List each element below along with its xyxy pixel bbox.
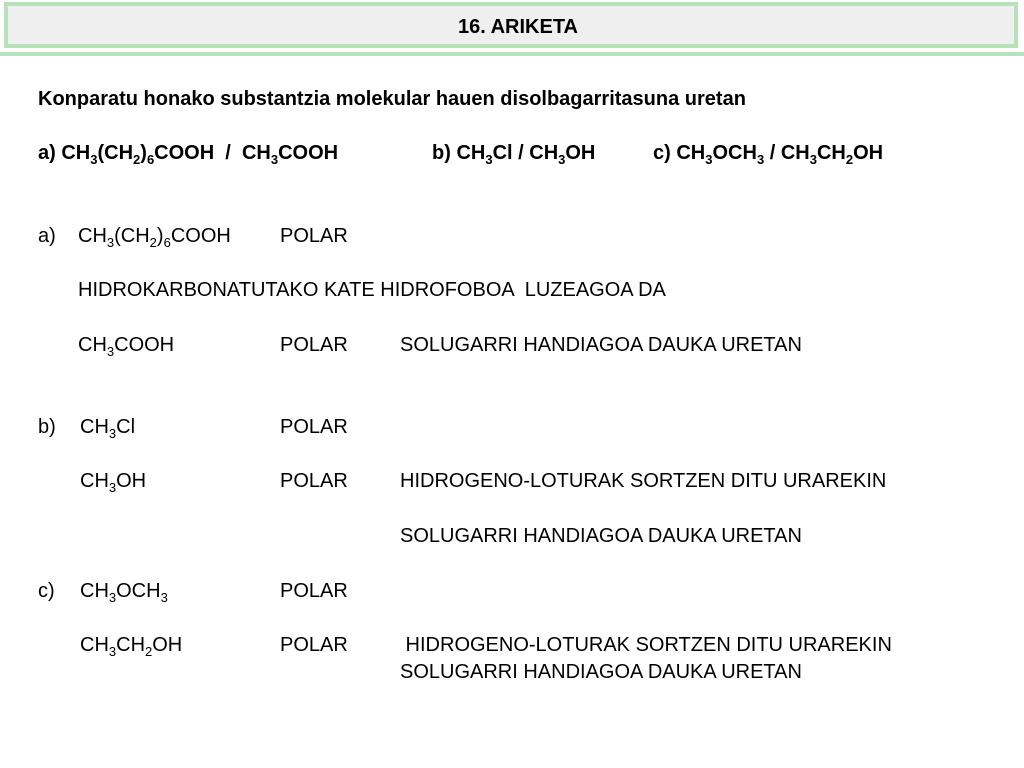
section-b-polarity-1: POLAR	[280, 416, 348, 438]
section-b-note-1: HIDROGENO-LOTURAK SORTZEN DITU URAREKIN	[400, 470, 887, 492]
section-a-polarity-1: POLAR	[280, 225, 348, 247]
section-a-polarity-2: POLAR	[280, 334, 348, 356]
divider	[0, 52, 1024, 56]
section-c-note-2: SOLUGARRI HANDIAGOA DAUKA URETAN	[400, 661, 802, 683]
pair-b-label: b)	[432, 142, 451, 164]
section-c-formula-2: $CH_3CH_2OH$	[80, 634, 183, 659]
section-c-note-1: HIDROGENO-LOTURAK SORTZEN DITU URAREKIN	[400, 634, 892, 656]
section-a-formula-1: $CH_3(CH_2)_6COOH$	[78, 225, 231, 250]
page-title: 16. ARIKETA	[457, 16, 579, 38]
pair-c-formula: $CH_3OCH_3 / CH_3CH_2OH$	[676, 142, 884, 167]
section-c-formula-1: $CH_3OCH_3$	[80, 580, 168, 605]
pair-c	[653, 141, 883, 165]
exercise-prompt: Konparatu honako substantzia molekular hauen disolbagarritasuna uretan	[38, 88, 746, 110]
section-b-formula-1: $CH_3Cl$	[80, 416, 136, 441]
pair-a-label: a)	[38, 142, 56, 164]
section-a-note-2: SOLUGARRI HANDIAGOA DAUKA URETAN	[400, 334, 802, 356]
section-b-label: b)	[38, 416, 56, 438]
pair-a	[38, 141, 338, 165]
title-bar	[4, 2, 1018, 48]
section-b-note-2: SOLUGARRI HANDIAGOA DAUKA URETAN	[400, 525, 802, 547]
section-c-label: c)	[38, 580, 55, 602]
section-a-note-1: HIDROKARBONATUTAKO KATE HIDROFOBOA LUZEAGOA DA	[78, 279, 666, 301]
pair-c-label: c)	[653, 142, 671, 164]
section-a-label: a)	[38, 225, 56, 247]
pair-b-formula: $CH_3Cl / CH_3OH$	[456, 142, 596, 167]
section-b-formula-2: $CH_3OH$	[80, 470, 147, 495]
section-c-polarity-1: POLAR	[280, 580, 348, 602]
section-c-polarity-2: POLAR	[280, 634, 348, 656]
section-b-polarity-2: POLAR	[280, 470, 348, 492]
pair-b	[432, 141, 595, 165]
pair-a-formula: $CH_3(CH_2)_6COOH$ / $CH_3COOH$	[61, 142, 339, 167]
section-a-formula-2: $CH_3COOH$	[78, 334, 175, 359]
